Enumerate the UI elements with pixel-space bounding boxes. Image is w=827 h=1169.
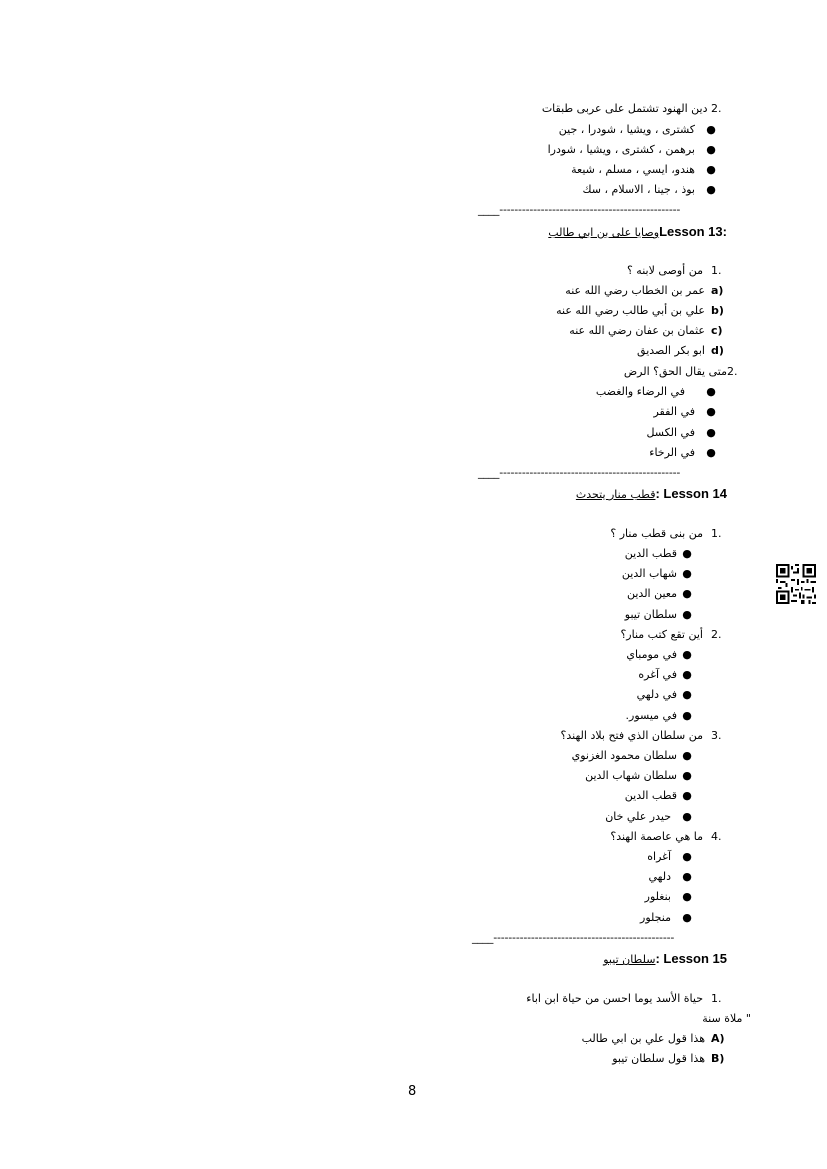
option-item <box>582 1032 727 1046</box>
text-content: أين تقع كتب منار؟ <box>620 628 703 641</box>
bullet-icon: ● <box>682 567 692 580</box>
text-content: معين الدين <box>626 587 677 600</box>
bullet-icon: ● <box>706 426 716 439</box>
bullet-icon: ● <box>706 143 716 156</box>
text-content: قطب الدين <box>624 547 677 560</box>
bullet-icon: ● <box>682 769 692 782</box>
bullet-icon: ● <box>682 870 692 883</box>
option-item <box>548 143 727 157</box>
question-line <box>624 365 743 379</box>
option-item <box>627 587 697 601</box>
question-line <box>620 628 727 642</box>
bullet-icon: ● <box>682 749 692 762</box>
text-content: عمر بن الخطاب رضي الله عنه <box>565 284 705 297</box>
option-item <box>596 385 727 399</box>
section-separator: ____------------------------------------------------ <box>478 466 681 479</box>
text-content: من أوصى لابنه ؟ <box>626 264 703 277</box>
option-item <box>640 911 697 925</box>
bullet-icon: ● <box>682 688 692 701</box>
text-content: بنغلور <box>644 890 671 903</box>
option-item <box>583 183 727 197</box>
question-number: 2. <box>727 365 738 378</box>
bullet-icon: ● <box>706 385 716 398</box>
text-content: شهاب الدين <box>621 567 677 580</box>
bullet-icon: ● <box>682 810 692 823</box>
question-number: 4. <box>711 830 722 843</box>
question-number: 1. <box>711 527 722 540</box>
heading-part: :Lesson 13 <box>659 224 727 239</box>
text-content: منجلور <box>640 911 671 924</box>
text-content: بوذ ، جينا ، الاسلام ، سك <box>582 183 695 196</box>
text-content: حياة الأسد يوما احسن من حياة ابن اباء <box>526 992 703 1005</box>
option-item <box>637 688 697 702</box>
text-content: دلهي <box>648 870 671 883</box>
option-item <box>569 324 727 338</box>
bullet-icon: ● <box>706 446 716 459</box>
bullet-icon: ● <box>682 648 692 661</box>
text-content: في ميسور. <box>625 709 677 722</box>
lesson-13-heading <box>548 224 727 240</box>
option-letter: c) <box>711 324 723 337</box>
section-separator: ____------------------------------------------------ <box>472 931 675 944</box>
bullet-icon: ● <box>682 911 692 924</box>
option-item <box>645 890 697 904</box>
option-letter: d) <box>711 344 724 357</box>
section-separator: ____------------------------------------------------ <box>478 203 681 216</box>
text-content: ما هي عاصمة الهند؟ <box>610 830 703 843</box>
page-number: 8 <box>408 1084 417 1099</box>
text-content: علي بن أبي طالب رضي الله عنه <box>556 304 705 317</box>
bullet-icon: ● <box>706 163 716 176</box>
question-line <box>610 830 727 844</box>
text-content: هندو، ايسي ، مسلم ، شيعة <box>571 163 695 176</box>
question-number: 2. <box>711 628 722 641</box>
text-content: " ملاة سنة <box>702 1012 751 1025</box>
option-item <box>625 789 697 803</box>
question-line <box>627 264 727 278</box>
bullet-icon: ● <box>682 608 692 621</box>
bullet-icon: ● <box>682 547 692 560</box>
qr-code-icon <box>776 564 816 604</box>
text-content: من سلطان الذي فتح بلاد الهند؟ <box>560 729 703 742</box>
text-content: برهمن ، كشترى ، ويشيا ، شودرا <box>547 143 695 156</box>
heading-part: سلطان تيبو <box>603 953 656 966</box>
bullet-icon: ● <box>706 183 716 196</box>
option-item <box>565 284 727 298</box>
text-content: في الرخاء <box>649 446 695 459</box>
option-item <box>556 304 727 318</box>
text-content: دين الهنود تشتمل على عربى طبقات <box>541 102 708 115</box>
text-content: في مومباي <box>626 648 677 661</box>
option-item <box>649 870 698 884</box>
question-number: 3. <box>711 729 722 742</box>
option-letter: B) <box>711 1052 725 1065</box>
option-item <box>647 850 697 864</box>
text-content: هذا قول سلطان تيبو <box>612 1052 705 1065</box>
option-item <box>625 608 697 622</box>
option-item <box>585 769 697 783</box>
text-content: في دلهي <box>636 688 677 701</box>
option-item <box>638 668 697 682</box>
text-content: كشترى ، ويشيا ، شودرا ، جين <box>558 123 695 136</box>
question-number: 2. <box>711 102 722 115</box>
bullet-icon: ● <box>682 587 692 600</box>
text-content: من بنى قطب منار ؟ <box>610 527 703 540</box>
question-line <box>561 729 727 743</box>
question-number: 1. <box>711 992 722 1005</box>
text-content: سلطان شهاب الدين <box>585 769 677 782</box>
bullet-icon: ● <box>682 789 692 802</box>
option-item <box>559 123 727 137</box>
option-item <box>626 709 697 723</box>
option-item <box>625 547 697 561</box>
text-content: في الفقر <box>653 405 695 418</box>
option-item <box>572 749 697 763</box>
text-content: هذا قول علي بن ابي طالب <box>581 1032 705 1045</box>
option-item <box>612 1052 727 1066</box>
heading-part: قطب منار يتحدث <box>575 488 656 501</box>
text-content: حيدر علي خان <box>605 810 671 823</box>
text-content: في الكسل <box>646 426 695 439</box>
option-item <box>626 648 697 662</box>
option-item <box>571 163 727 177</box>
bullet-icon: ● <box>706 123 716 136</box>
option-item <box>637 344 727 358</box>
text-content: سلطان تيبو <box>624 608 677 621</box>
option-item <box>653 405 727 419</box>
bullet-icon: ● <box>682 850 692 863</box>
lesson-15-heading <box>603 951 727 967</box>
option-item <box>646 426 727 440</box>
option-item <box>649 446 727 460</box>
option-letter: b) <box>711 304 724 317</box>
text-content: آغراه <box>647 850 671 863</box>
text-content: قطب الدين <box>624 789 677 802</box>
heading-part: Lesson 14 : <box>655 486 727 501</box>
option-item <box>605 810 697 824</box>
lesson-14-heading <box>576 486 727 502</box>
bullet-icon: ● <box>706 405 716 418</box>
bullet-icon: ● <box>682 668 692 681</box>
heading-part: Lesson 15 : <box>655 951 727 966</box>
text-content: في الرضاء والغضب <box>595 385 685 398</box>
question-number: 1. <box>711 264 722 277</box>
question-line <box>542 102 727 116</box>
option-letter: a) <box>711 284 724 297</box>
question-line <box>610 527 727 541</box>
option-letter: A) <box>711 1032 725 1045</box>
text-content: ابو بكر الصديق <box>637 344 705 357</box>
text-content: متى يقال الحق؟ الرض <box>623 365 727 378</box>
bullet-icon: ● <box>682 890 692 903</box>
question-line <box>526 992 727 1006</box>
text-content: في آغره <box>638 668 677 681</box>
bullet-icon: ● <box>682 709 692 722</box>
text-content: عثمان بن عفان رضي الله عنه <box>569 324 705 337</box>
option-item <box>622 567 697 581</box>
text-content: سلطان محمود الغزنوي <box>571 749 677 762</box>
heading-part: وصايا على بن ابي طالب <box>548 226 660 239</box>
question-line-cont <box>702 1012 751 1026</box>
